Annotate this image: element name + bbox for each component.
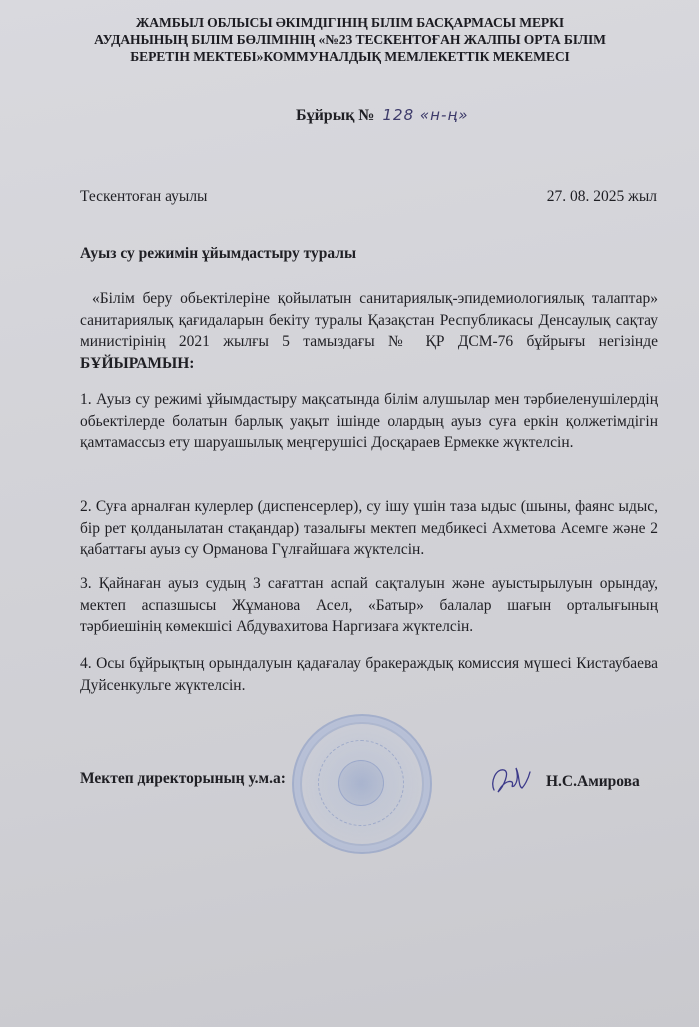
signature-icon bbox=[488, 760, 534, 800]
header-line-1: ЖАМБЫЛ ОБЛЫСЫ ӘКІМДІГІНІҢ БІЛІМ БАСҚАРМАСЫ МЕРКІ bbox=[135, 15, 565, 30]
order-item-1: 1. Ауыз су режимі ұйымдастыру мақсатында білім алушылар мен тәрбиеленушілердің обьектілерде болатын барлық уақыт ішінде олардың ауыз суға еркін қолжетімдігін қамтамассыз ету шаруашылық меңгерушісі Досқараев Ермекке жүктелсін. bbox=[80, 391, 658, 451]
preamble-text: «Білім беру обьектілеріне қойылатын санитариялық-эпидемиологиялық талаптар» санитариялық қағидаларын бекіту туралы Қазақстан Республикасы Денсаулық сақтау министірінің 2021 жылғы 5 тамыздағы № ҚР ДСМ-76 бұйрығы негізінде bbox=[80, 290, 658, 350]
order-number-line bbox=[296, 106, 469, 125]
official-stamp-icon bbox=[292, 714, 432, 854]
order-number-handwritten: 128 «н-ң» bbox=[382, 106, 469, 124]
order-item-3: 3. Қайнаған ауыз судың 3 сағаттан аспай сақталуын және ауыстырылуын орындау, мектеп аспазшысы Жұманова Асел, «Батыр» балалар шағын орталығының тәрбиешінің көмекшісі Абдувахитова Наргизаға жүктелсін. bbox=[80, 575, 658, 635]
header-line-2: АУДАНЫНЫҢ БІЛІМ БӨЛІМІНІҢ «№23 ТЕСКЕНТОҒАН ЖАЛПЫ ОРТА БІЛІМ bbox=[94, 32, 606, 47]
place: Тескентоған ауылы bbox=[80, 188, 208, 205]
header-line-3: БЕРЕТІН МЕКТЕБІ»КОММУНАЛДЫҚ МЕМЛЕКЕТТІК МЕКЕМЕСІ bbox=[130, 49, 570, 64]
stamp-emblem-icon bbox=[338, 760, 384, 806]
decree-word: БҰЙЫРАМЫН: bbox=[80, 354, 195, 372]
order-label: Бұйрық № bbox=[296, 107, 375, 124]
order-date: 27. 08. 2025 жыл bbox=[546, 188, 657, 205]
signer-name: Н.С.Амирова bbox=[546, 773, 640, 790]
institution-header bbox=[70, 14, 630, 65]
order-item-4: 4. Осы бұйрықтың орындалуын қадағалау бракераждық комиссия мүшесі Кистаубаева Дуйсенкульге жүктелсін. bbox=[80, 655, 658, 694]
order-item-2: 2. Суға арналған кулерлер (диспенсерлер), су ішу үшін таза ыдыс (шыны, фаянс ыдыс, бір рет қолданылатан стақандар) тазалығы мектеп медбикесі Ахметова Асемге және 2 қабаттағы ауыз су Орманова Гүлғайшаға жүктелсін. bbox=[80, 498, 658, 558]
order-subject: Ауыз су режимін ұйымдастыру туралы bbox=[80, 245, 357, 262]
preamble-paragraph bbox=[80, 288, 658, 374]
director-label: Мектеп директорының у.м.а: bbox=[80, 770, 286, 787]
